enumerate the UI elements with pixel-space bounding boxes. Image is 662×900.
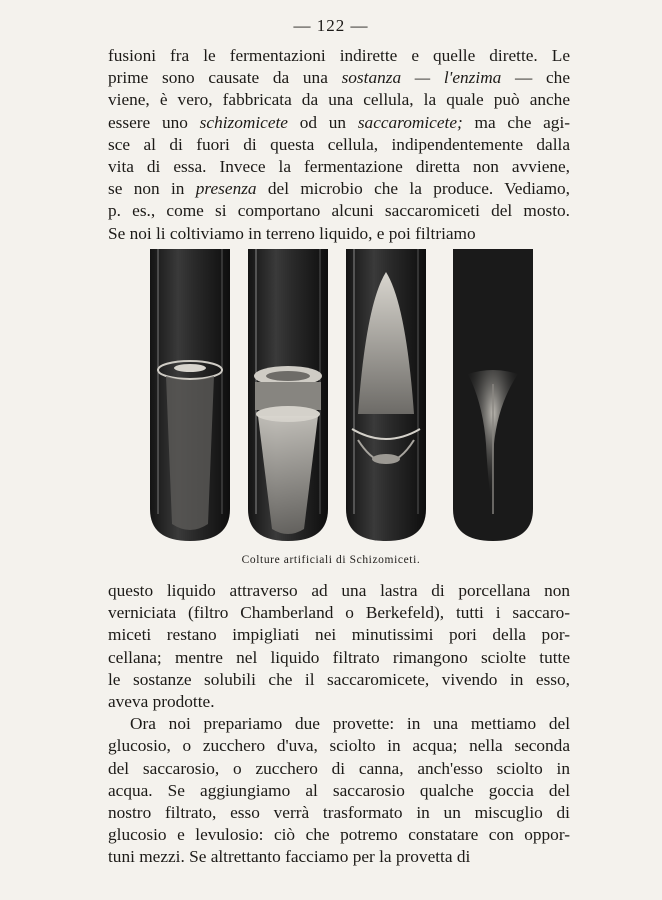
text-line	[108, 713, 570, 735]
text-line	[108, 134, 570, 156]
test-tube-2	[248, 249, 328, 541]
text-line	[108, 602, 570, 624]
test-tubes-illustration	[148, 244, 536, 544]
text-run: sce al di fuori di questa cellula, indipendentemente dalla	[108, 134, 570, 154]
text-line	[108, 156, 570, 178]
text-line	[108, 824, 570, 846]
text-line	[108, 691, 570, 713]
text-line	[108, 624, 570, 646]
text-run: fusioni fra le fermentazioni indirette e quelle dirette. Le	[108, 46, 570, 65]
text-run: glucosio e levulosio: ciò che potremo constatare con oppor-	[108, 825, 570, 845]
text-run: od un	[287, 112, 358, 132]
text-run: questo liquido attraverso ad una lastra di porcellana non	[108, 581, 570, 600]
test-tube-1	[150, 249, 230, 541]
test-tube-3	[346, 249, 426, 541]
text-line	[108, 758, 570, 780]
text-line	[108, 647, 570, 669]
bottom-paragraphs	[108, 580, 570, 868]
text-run: ma che agi-	[462, 112, 571, 132]
text-line	[108, 802, 570, 824]
text-line	[108, 223, 570, 245]
page-number: — 122 —	[293, 16, 369, 35]
text-run: Se noi li coltiviamo in terreno liquido, e poi filtriamo	[108, 223, 476, 243]
italic-text: presenza	[195, 179, 257, 199]
test-tubes-figure	[148, 244, 536, 544]
text-line	[108, 178, 570, 200]
figure-caption: Colture artificiali di Schizomiceti.	[241, 554, 421, 566]
text-run: se non in	[108, 179, 196, 199]
text-run: glucosio, o zucchero d'uva, sciolto in acqua; nella seconda	[108, 736, 570, 756]
text-run: vita di essa. Invece la fermentazione diretta non avviene,	[108, 156, 570, 176]
text-run: miceti restano impigliati nei minutissimi pori della por-	[108, 625, 570, 645]
text-line	[108, 67, 570, 89]
text-line	[108, 669, 570, 691]
text-run: acqua. Se aggiungiamo al saccarosio qualche goccia del	[108, 780, 570, 800]
text-line	[108, 735, 570, 757]
text-run: del microbio che la produce. Vediamo,	[256, 179, 570, 199]
text-line	[108, 45, 570, 67]
text-run: prime sono causate da una	[108, 68, 342, 88]
test-tube-4	[453, 249, 533, 541]
text-line	[108, 846, 570, 868]
text-run: aveva prodotte.	[108, 691, 215, 711]
italic-text: schizomicete	[199, 112, 288, 132]
text-run: viene, è vero, fabbricata da una cellula, la quale può anche	[108, 90, 570, 110]
text-run: — che	[501, 68, 570, 88]
text-run: tuni mezzi. Se altrettanto facciamo per la provetta di	[108, 847, 471, 867]
text-run: p. es., come si comportano alcuni saccaromiceti del mosto.	[108, 201, 570, 221]
text-run: le sostanze solubili che il saccaromicete, vivendo in esso,	[108, 669, 570, 689]
text-run: nostro filtrato, esso verrà trasformato in un miscuglio di	[108, 802, 570, 822]
italic-text: saccaromicete;	[357, 112, 463, 132]
text-run: verniciata (filtro Chamberland o Berkefeld), tutti i saccaro-	[108, 603, 570, 623]
text-run: del saccarosio, o zucchero di canna, anch'esso sciolto in	[108, 758, 570, 778]
text-line	[108, 200, 570, 222]
text-line	[108, 580, 570, 602]
text-line	[108, 780, 570, 802]
text-run: essere uno	[108, 112, 200, 132]
top-paragraph	[108, 45, 570, 245]
text-line	[108, 112, 570, 134]
text-run: cellana; mentre nel liquido filtrato rimangono sciolte tutte	[108, 647, 570, 667]
text-run: Ora noi prepariamo due provette: in una mettiamo del	[130, 714, 570, 734]
italic-text: sostanza — l'enzima	[341, 68, 502, 88]
text-line	[108, 89, 570, 111]
